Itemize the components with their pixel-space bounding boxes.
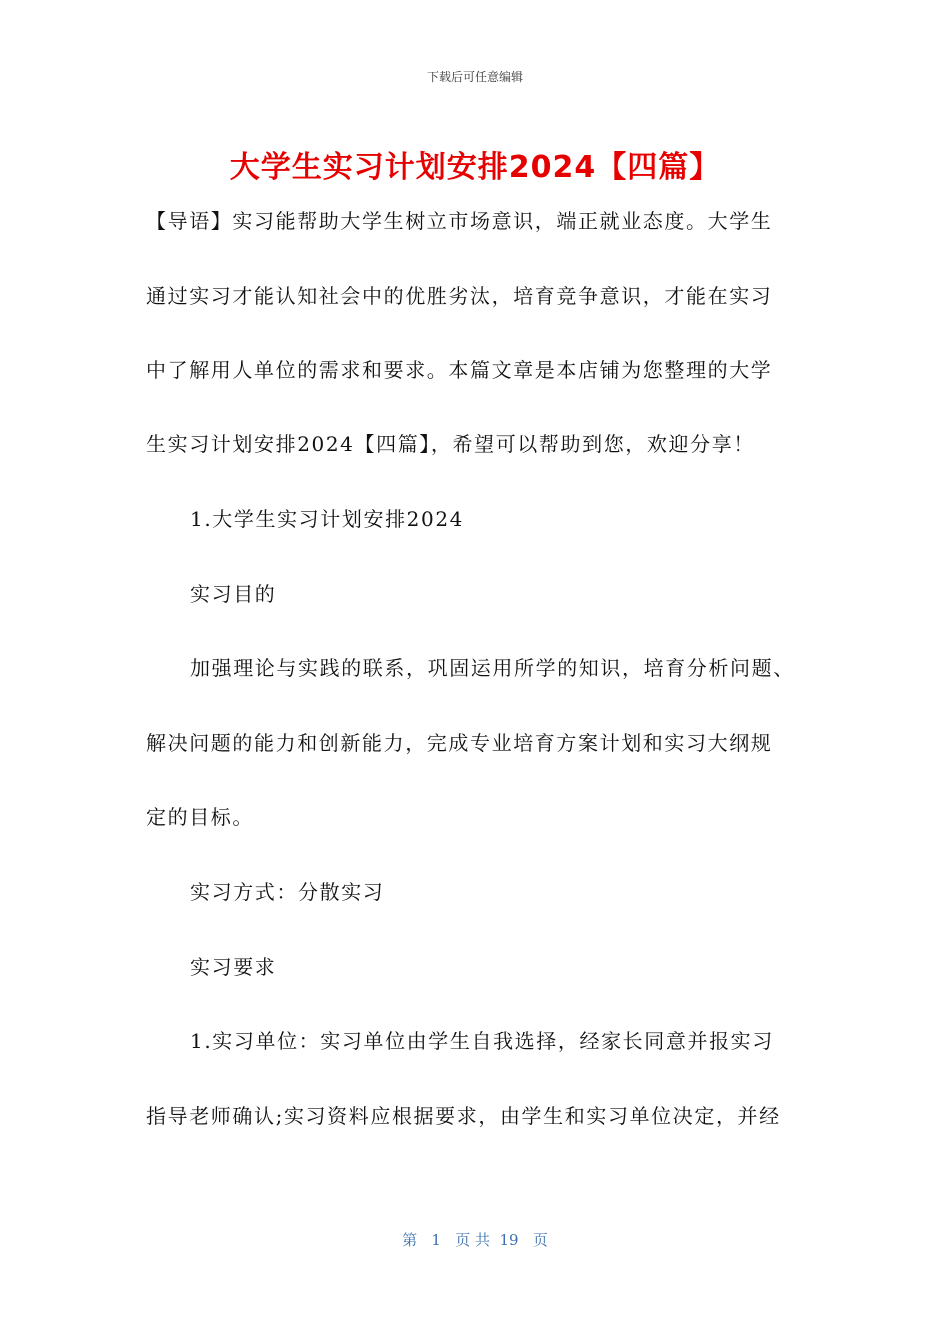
intro-line-4: 生实习计划安排2024【四篇】，希望可以帮助到您，欢迎分享！ [146,432,755,456]
purpose-line-2: 解决问题的能力和创新能力，完成专业培育方案计划和实习大纲规 [146,731,773,755]
section-heading-1: 1.大学生实习计划安排2024 [190,507,464,531]
page-header: 下载后可任意编辑 [426,70,523,84]
purpose-line-3: 定的目标。 [146,805,254,829]
document-title: 大学生实习计划安排2024【四篇】 [229,150,721,185]
purpose-line-1: 加强理论与实践的联系，巩固运用所学的知识，培育分析问题、 [190,656,795,680]
intro-line-3: 中了解用人单位的需求和要求。本篇文章是本店铺为您整理的大学 [146,358,773,382]
requirement-line-2: 指导老师确认;实习资料应根据要求，由学生和实习单位决定，并经 [146,1104,781,1128]
intro-line-1: 【导语】实习能帮助大学生树立市场意识，端正就业态度。大学生 [146,209,773,233]
practice-mode: 实习方式：分散实习 [190,880,385,904]
page-footer: 第 1 页 共 19 页 [402,1231,548,1249]
intro-line-2: 通过实习才能认知社会中的优胜劣汰，培育竞争意识，才能在实习 [146,284,773,308]
subheading-requirements: 实习要求 [190,955,277,979]
requirement-line-1: 1.实习单位：实习单位由学生自我选择，经家长同意并报实习 [190,1029,774,1053]
subheading-purpose: 实习目的 [190,582,277,606]
